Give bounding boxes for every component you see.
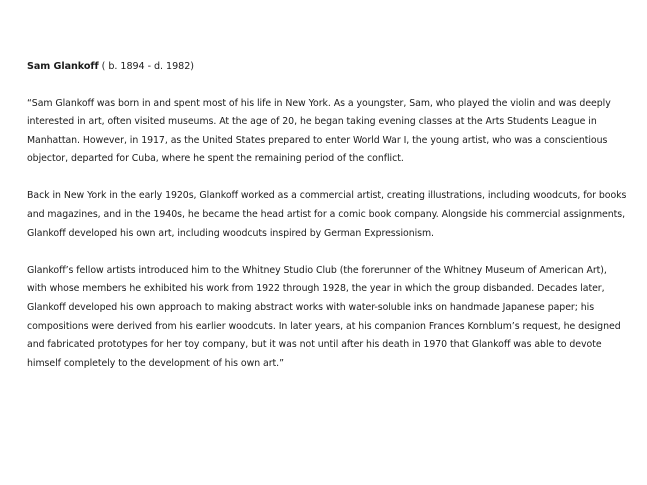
artist-heading	[27, 58, 627, 77]
artist-name: Sam Glankoff	[27, 61, 99, 72]
artist-dates: ( b. 1894 - d. 1982)	[101, 61, 194, 72]
biography-paragraph-2: Back in New York in the early 1920s, Glankoff worked as a commercial artist, creating illustrations, including woodcuts, for books and magazines, and in the 1940s, he became the head artist for a comic book company. Alongside his commercial assignments, Glankoff developed his own art, including woodcuts inspired by German Expressionism.	[27, 190, 627, 239]
biography-document	[27, 58, 627, 392]
biography-paragraph-3: Glankoff’s fellow artists introduced him to the Whitney Studio Club (the forerunner of the Whitney Museum of American Art), with whose members he exhibited his work from 1922 through 1928, the year in which the group disbanded. Decades later, Glankoff developed his own approach to making abstract works with water-soluble inks on handmade Japanese paper; his compositions were derived from his earlier woodcuts. In later years, at his companion Frances Kornblum’s request, he designed and fabricated prototypes for her toy company, but it was not until after his death in 1970 that Glankoff was able to devote himself completely to the development of his own art.”	[27, 264, 621, 369]
biography-paragraph-1: “Sam Glankoff was born in and spent most of his life in New York. As a youngster, Sam, who played the violin and was deeply interested in art, often visited museums. At the age of 20, he began taking evening classes at the Arts Students League in Manhattan. However, in 1917, as the United States prepared to enter World War I, the young artist, who was a conscientious objector, departed for Cuba, where he spent the remaining period of the conflict.	[27, 97, 611, 165]
